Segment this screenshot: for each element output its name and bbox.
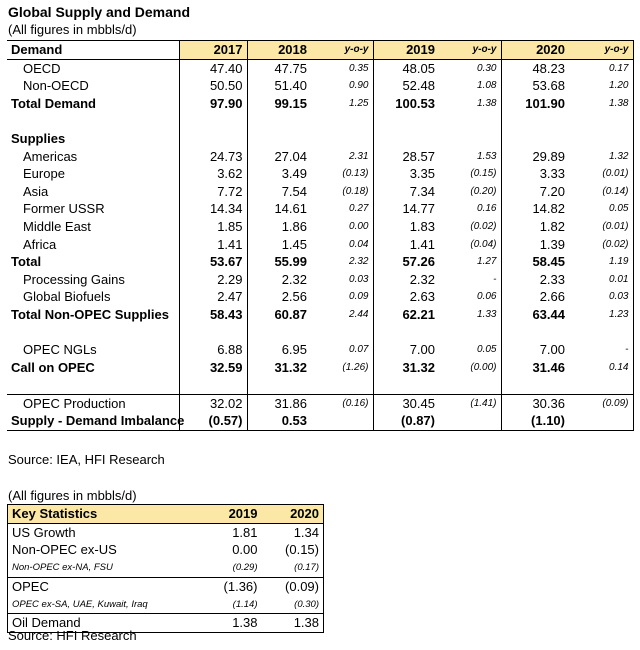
cell-value: 47.75: [247, 59, 311, 77]
cell-value: (0.09): [569, 394, 633, 412]
cell-value: 0.03: [569, 288, 633, 306]
cell-value: 14.61: [247, 200, 311, 218]
key-row: [8, 596, 324, 614]
header-row: [7, 41, 633, 60]
cell-value: 2.63: [373, 288, 439, 306]
table-row: [7, 218, 633, 236]
cell-value: 1.39: [501, 236, 569, 254]
cell-value: 1.41: [179, 236, 247, 254]
cell-value: 0.03: [349, 273, 369, 285]
cell-value: 2.66: [501, 288, 569, 306]
cell-value: 2.31: [349, 150, 369, 162]
row-label: Total: [11, 254, 42, 270]
cell-value: 2.33: [501, 271, 569, 289]
cell-value: 31.86: [247, 394, 311, 412]
table-row: [7, 412, 633, 430]
cell-value: 14.34: [179, 200, 247, 218]
cell-value: 31.46: [501, 359, 569, 377]
cell-value: 3.33: [501, 165, 569, 183]
cell-value: (0.15): [470, 168, 497, 180]
key-cell-value: (0.29): [232, 562, 258, 574]
row-label: Asia: [23, 183, 49, 199]
cell-value: [247, 376, 311, 394]
supply-demand-table: [7, 40, 634, 431]
row-label: Middle East: [23, 218, 91, 234]
cell-value: (1.41): [439, 394, 501, 412]
cell-value: 60.87: [247, 306, 311, 324]
cell-value: 2.47: [179, 288, 247, 306]
cell-value: 3.49: [247, 165, 311, 183]
cell-value: 0.06: [477, 291, 497, 303]
header-demand: Demand: [7, 41, 179, 60]
cell-value: 0.00: [349, 220, 369, 232]
cell-value: 0.53: [247, 412, 311, 430]
key-row: [8, 541, 324, 559]
key-header-row: [8, 505, 324, 524]
cell-value: 2.29: [179, 271, 247, 289]
cell-value: 3.35: [373, 165, 439, 183]
cell-value: 1.45: [247, 236, 311, 254]
header-2017: 2017: [179, 41, 247, 60]
key-cell-value: (1.14): [232, 598, 258, 610]
cell-value: (0.20): [470, 185, 497, 197]
cell-value: 1.86: [247, 218, 311, 236]
cell-value: (0.00): [470, 361, 497, 373]
cell-value: 1.08: [477, 80, 497, 92]
cell-value: 7.34: [373, 183, 439, 201]
cell-value: (1.26): [342, 361, 369, 373]
table-row: [7, 341, 633, 359]
cell-value: 31.32: [247, 359, 311, 377]
row-label: Call on OPEC: [11, 359, 95, 375]
cell-value: 1.41: [373, 236, 439, 254]
cell-value: 32.59: [179, 359, 247, 377]
cell-value: (1.10): [501, 412, 569, 430]
cell-value: (0.01): [569, 165, 633, 183]
row-label: Supplies: [11, 130, 66, 146]
cell-value: 1.25: [349, 97, 369, 109]
cell-value: (0.13): [342, 168, 369, 180]
row-label: Processing Gains: [23, 271, 125, 287]
cell-value: [439, 112, 501, 130]
cell-value: [569, 130, 633, 148]
cell-value: 1.38: [569, 95, 633, 113]
cell-value: [501, 324, 569, 342]
cell-value: 7.00: [501, 341, 569, 359]
cell-value: 0.14: [569, 359, 633, 377]
key-cell-value: (0.17): [262, 559, 324, 577]
table-row: [7, 236, 633, 254]
cell-value: 0.17: [569, 59, 633, 77]
cell-value: 6.95: [247, 341, 311, 359]
row-label: Europe: [23, 166, 65, 182]
cell-value: [501, 130, 569, 148]
cell-value: 27.04: [247, 148, 311, 166]
table-row: [7, 324, 633, 342]
table-row: [7, 130, 633, 148]
cell-value: [439, 324, 501, 342]
table-row: [7, 95, 633, 113]
cell-value: 97.90: [179, 95, 247, 113]
row-label: OPEC NGLs: [23, 342, 97, 358]
cell-value: [247, 112, 311, 130]
key-row: [8, 559, 324, 577]
row-label: OECD: [23, 60, 61, 76]
row-label: [7, 112, 179, 130]
cell-value: [501, 112, 569, 130]
cell-value: [373, 324, 439, 342]
key-source-note: Source: HFI Research: [8, 628, 137, 643]
row-label: OPEC Production: [7, 394, 179, 412]
key-row-label: Non-OPEC ex-NA, FSU: [8, 559, 202, 577]
table-row: [7, 200, 633, 218]
cell-value: [247, 324, 311, 342]
cell-value: [569, 112, 633, 130]
units-note: (All figures in mbbls/d): [8, 22, 137, 37]
table-row: [7, 253, 633, 271]
cell-value: 1.83: [373, 218, 439, 236]
table-row: [7, 306, 633, 324]
table-row: [7, 183, 633, 201]
cell-value: 100.53: [373, 95, 439, 113]
cell-value: 99.15: [247, 95, 311, 113]
row-label: Supply - Demand Imbalance: [7, 412, 179, 430]
cell-value: (0.04): [470, 238, 497, 250]
cell-value: [179, 130, 247, 148]
cell-value: [373, 130, 439, 148]
row-label: Total Demand: [11, 95, 96, 111]
key-statistics-table: [7, 504, 324, 633]
key-units-note: (All figures in mbbls/d): [8, 488, 137, 503]
cell-value: [179, 112, 247, 130]
table-row: [7, 288, 633, 306]
key-header-2020: 2020: [262, 505, 324, 524]
cell-value: (0.02): [569, 236, 633, 254]
cell-value: 1.32: [569, 148, 633, 166]
cell-value: 6.88: [179, 341, 247, 359]
row-label: Global Biofuels: [23, 289, 111, 305]
cell-value: 0.30: [477, 62, 497, 74]
key-row-label: Non-OPEC ex-US: [8, 541, 202, 559]
cell-value: [569, 324, 633, 342]
cell-value: 58.45: [501, 253, 569, 271]
row-label: Total Non-OPEC Supplies: [11, 306, 169, 322]
header-yoy-2018: y-o-y: [311, 41, 373, 60]
cell-value: 0.35: [349, 62, 369, 74]
cell-value: 2.32: [247, 271, 311, 289]
cell-value: 48.23: [501, 59, 569, 77]
cell-value: (0.18): [342, 185, 369, 197]
cell-value: (0.01): [569, 218, 633, 236]
cell-value: 7.00: [373, 341, 439, 359]
key-row-label: US Growth: [8, 523, 202, 541]
cell-value: 62.21: [373, 306, 439, 324]
key-cell-value: 0.00: [232, 542, 258, 558]
cell-value: 63.44: [501, 306, 569, 324]
key-row-label: OPEC: [8, 577, 202, 595]
cell-value: 0.09: [349, 291, 369, 303]
key-cell-value: 1.38: [202, 614, 262, 633]
cell-value: 7.20: [501, 183, 569, 201]
cell-value: 1.19: [569, 253, 633, 271]
cell-value: 101.90: [501, 95, 569, 113]
cell-value: -: [569, 341, 633, 359]
key-cell-value: (0.15): [262, 541, 324, 559]
key-cell-value: (0.30): [262, 596, 324, 614]
row-label: Africa: [23, 236, 57, 252]
cell-value: 14.77: [373, 200, 439, 218]
cell-value: 7.54: [247, 183, 311, 201]
source-note: Source: IEA, HFI Research: [8, 452, 165, 467]
cell-value: [373, 376, 439, 394]
cell-value: 1.82: [501, 218, 569, 236]
cell-value: [439, 412, 501, 430]
cell-value: 30.36: [501, 394, 569, 412]
cell-value: -: [493, 273, 497, 285]
cell-value: 2.32: [349, 256, 369, 268]
cell-value: (0.02): [470, 220, 497, 232]
cell-value: 3.62: [179, 165, 247, 183]
header-yoy-2020: y-o-y: [569, 41, 633, 60]
cell-value: 55.99: [247, 253, 311, 271]
cell-value: 0.05: [477, 344, 497, 356]
key-row: [8, 577, 324, 595]
table-row: [7, 271, 633, 289]
cell-value: 31.32: [373, 359, 439, 377]
cell-value: (0.87): [373, 412, 439, 430]
cell-value: 1.23: [569, 306, 633, 324]
cell-value: [179, 376, 247, 394]
cell-value: [179, 324, 247, 342]
key-header-2019: 2019: [202, 505, 262, 524]
cell-value: [247, 130, 311, 148]
key-row: [8, 523, 324, 541]
header-2019: 2019: [373, 41, 439, 60]
cell-value: 51.40: [247, 77, 311, 95]
table-row: [7, 376, 633, 394]
cell-value: 2.56: [247, 288, 311, 306]
header-yoy-2019: y-o-y: [439, 41, 501, 60]
cell-value: 0.27: [349, 203, 369, 215]
key-cell-value: (1.36): [202, 577, 262, 595]
row-label: Former USSR: [23, 201, 105, 217]
cell-value: (0.14): [569, 183, 633, 201]
row-label: [7, 324, 179, 342]
cell-value: 0.90: [349, 80, 369, 92]
cell-value: [569, 376, 633, 394]
table-title: Global Supply and Demand: [8, 4, 191, 20]
cell-value: [439, 376, 501, 394]
key-cell-value: (0.09): [262, 577, 324, 595]
cell-value: [373, 112, 439, 130]
cell-value: 1.20: [569, 77, 633, 95]
table-row: [7, 148, 633, 166]
table-row: [7, 112, 633, 130]
cell-value: 0.04: [349, 238, 369, 250]
cell-value: 48.05: [373, 59, 439, 77]
cell-value: 32.02: [179, 394, 247, 412]
key-cell-value: 1.38: [262, 614, 324, 633]
cell-value: 0.01: [569, 271, 633, 289]
table-row: [7, 59, 633, 77]
cell-value: 1.53: [477, 150, 497, 162]
cell-value: 2.32: [373, 271, 439, 289]
cell-value: 0.07: [349, 344, 369, 356]
cell-value: 0.05: [569, 200, 633, 218]
row-label: Non-OECD: [23, 78, 89, 94]
cell-value: [311, 324, 373, 342]
cell-value: 53.68: [501, 77, 569, 95]
cell-value: 14.82: [501, 200, 569, 218]
cell-value: 53.67: [179, 253, 247, 271]
cell-value: (0.16): [311, 394, 373, 412]
cell-value: 24.73: [179, 148, 247, 166]
cell-value: [311, 112, 373, 130]
key-cell-value: 1.81: [232, 524, 258, 540]
header-2018: 2018: [247, 41, 311, 60]
cell-value: 2.44: [349, 308, 369, 320]
row-label: Americas: [23, 148, 78, 164]
cell-value: 29.89: [501, 148, 569, 166]
cell-value: (0.57): [179, 412, 247, 430]
table-row: [7, 394, 633, 412]
table-row: [7, 77, 633, 95]
row-label: [7, 376, 179, 394]
cell-value: 57.26: [373, 253, 439, 271]
cell-value: [439, 130, 501, 148]
cell-value: 1.27: [477, 256, 497, 268]
key-header-label: Key Statistics: [8, 505, 202, 524]
cell-value: [311, 376, 373, 394]
cell-value: [311, 412, 373, 430]
table-row: [7, 165, 633, 183]
table-row: [7, 359, 633, 377]
cell-value: 28.57: [373, 148, 439, 166]
cell-value: 52.48: [373, 77, 439, 95]
cell-value: 30.45: [373, 394, 439, 412]
header-2020: 2020: [501, 41, 569, 60]
key-row-label: Oil Demand: [8, 614, 202, 633]
cell-value: 58.43: [179, 306, 247, 324]
cell-value: [501, 376, 569, 394]
key-cell-value: 1.34: [262, 523, 324, 541]
cell-value: 0.16: [477, 203, 497, 215]
key-row-label: OPEC ex-SA, UAE, Kuwait, Iraq: [8, 596, 202, 614]
cell-value: [569, 412, 633, 430]
cell-value: [311, 130, 373, 148]
cell-value: 7.72: [179, 183, 247, 201]
cell-value: 1.33: [477, 308, 497, 320]
cell-value: 1.85: [179, 218, 247, 236]
cell-value: 50.50: [179, 77, 247, 95]
cell-value: 47.40: [179, 59, 247, 77]
cell-value: 1.38: [477, 97, 497, 109]
